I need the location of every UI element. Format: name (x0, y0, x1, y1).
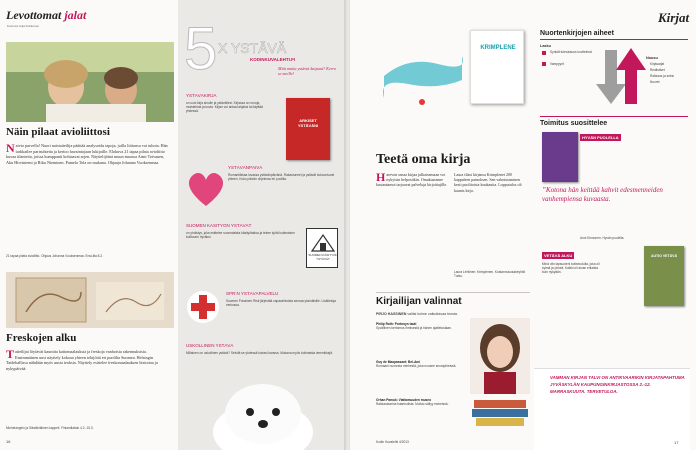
item-title-3: SUOMEN KÄSITYÖN YSTÄVÄT (186, 224, 252, 228)
fresco-photo (6, 272, 174, 328)
book-stack (470, 396, 530, 432)
item-title-4: SPR:N YSTÄVÄPALVELU (226, 292, 279, 296)
section-subheader: Koonnut Anja Kokkonen (7, 24, 40, 28)
item-text-2: Romantiikkaa luvassa ystävänpäivänä. Rakastuneet ja ystävät kokoontuvat yhteen. Koko päivän ohjelmaa eri puolilla. (228, 173, 335, 182)
event-text: VAMMAN KIRJAN TALVI ON ANTIKVAARIKIN KIRJATAPAHTUMA JYVÄSKYLÄN KAUPUNGINKIRJASTOSSA 2.-12. MARRASKUUTA. TERVETULOA. (550, 375, 685, 394)
up-item-1: Kirjasarjat (650, 62, 665, 66)
kirjailijan-book-1: Philip Roth: Portnoyn tauti Syvällinen kertomus ihmisestä ja hänen ajattelustaan. (376, 322, 452, 331)
up-item-3: Rakkaus ja seksi (650, 74, 674, 78)
up-item-4: Nuoret (650, 80, 660, 84)
divider (376, 292, 530, 293)
event-box (534, 368, 690, 450)
vieta-tag: VETÄVÄ ALKU (544, 253, 573, 258)
quote: ”Kotona hän keittää kahvit edesmenneiden vanhempiensa kuvaasta. (542, 186, 663, 203)
item-text-1: on uusi kirja sinulle ja ystävällesi. Kirjassa on runoja, muistelmia ja kuvia. Kirjan voi antaa lahjaksi tai täyttää yhdessä. (186, 101, 263, 114)
down-item-2: Vampyyrit (550, 62, 564, 66)
fabric-illustration (378, 46, 466, 116)
article1-caption: 21 tapaa pilata avioliitto. Ohjaus Johanna Vuoksenmaa. Ensi-ilta 8.2. (6, 254, 103, 258)
red-cross-icon (186, 290, 220, 324)
main-title: Teetä oma kirja (376, 152, 471, 167)
toimitus-bar (540, 116, 688, 117)
kasityo-badge (306, 228, 338, 268)
right-page-number: 17 (674, 441, 679, 445)
up-arrow-icon (616, 48, 646, 104)
chart-title-bar (540, 39, 688, 40)
book-cover-arkiset-title: ARKISET YSTÄVÄNI (297, 118, 319, 128)
down-item-1: Synkät tulevaisuus kuvitelmat (550, 50, 592, 54)
building-icon (308, 231, 338, 253)
article2-body: Taiteilijat löytävät kauniita kattomaalauksia ja freskoja vanhoista rakennuksista. Ensimmäinen uusi näyttely kokoaa yhteen tekijöitä eri puolilta Suomea. Helsingin Taidehallissa nähdään myös uusia teoksia. Näyttely esittelee freskomaalauksen historiaa ja nykypäivää. (6, 349, 158, 371)
sidebar (540, 30, 690, 450)
left-page (0, 0, 346, 450)
kirjailijan-book-3: Orhan Pamuk: Viattomuuden museo Rakkaustarina Istanbulista. Muisto säilyy esineissä. (376, 398, 449, 407)
article2-title: Freskojen alku (6, 332, 77, 344)
krimplene-cover-title: KRIMPLENE (480, 45, 516, 51)
kirjailijan-title: Kirjailijan valinnat (376, 296, 462, 307)
quote-caption: Anni Kinnunen. Hyvän puolella. (580, 236, 625, 240)
legend-up: Nousu (646, 56, 658, 60)
legend-down: Lasku (540, 44, 551, 48)
kasityo-badge-text: SUOMEN KÄSITYÖN YSTÄVÄT (308, 253, 338, 261)
main-body-col1: Harevon omaa kirjaa julkaisemaan voi nykyisin helpostikin. Omakustanne kustantamot tarjoavat palveluja kirjoittajille. (376, 172, 448, 188)
article2-caption: Michelangelo ja Sikstiiniläinen kappeli. Finlandiatalo 4.2.-15.3. (6, 426, 94, 430)
item-title-1: YSTÄVÄKIRJA (186, 94, 217, 98)
column-site: KODINKUVALEHTI.FI (250, 58, 296, 62)
down-bullet-1 (542, 51, 546, 55)
article1-title: Näin pilaat avioliittosi (6, 126, 110, 138)
vieta-text: Minä olin lapsuuteni kotiseudulla, joka oli kylmä ja pimeä. Kaikki oli aivan erilaista kuin nykyään. (542, 262, 600, 275)
column-heading: X YSTÄVÄ (218, 40, 287, 56)
item-text-3: on yhdistys, joka esittelee suomalaista käsityötaitoa ja tekee työtä kotimaisen kulttuurin hyväksi. (186, 231, 295, 240)
right-section-header: Kirjat (658, 10, 690, 25)
vieta-cover-title: AUTIO VETÄVÄ (650, 254, 678, 258)
main-body-col2: Laura tilasi kirjansa Krimplenet 200 kappaleen painoksen. Sen valmistaminen kesti puolitoista kuukautta. Lopputulos oli kaunis kirja. (454, 172, 522, 193)
toimitus-title: Toimitus suosittelee (540, 120, 608, 127)
article1-body: Naivio parvella! Nuori naistaiteilija päättää analysoida tapoja, joilla liittonsa voi tuhota. Hän tarkkailee parisuhteita ja kertoo havaintojaan lukijoille. Elokuva 21 tapaa pilata avioliitto kuvaa tilanteita, joissa kumppanit kohtaavat arjen. Näyttelijöinä muun muassa Armi Toivanen, Aku Hirviniemi ja Riku Nieminen. Pamela Tola on mukana. Ohjaaja Johanna Vuoksenmaa. (6, 143, 168, 165)
item-title-2: YSTÄVÄNPÄIVÄ (228, 166, 263, 170)
author-portrait (470, 318, 530, 394)
column-quote: Mitä muita ystäviä kaipaat? Kerro se meille! (278, 66, 336, 76)
item-text-5: Millainen on uskollinen ystävä? Selvitä se yhdessä koirasi kanssa. Mukana myös kotimaisia lemmikkejä. (186, 351, 333, 355)
vieta-cover (644, 246, 684, 306)
chart-title: Nuortenkirjojen aiheet (540, 30, 614, 37)
couple-photo (6, 42, 174, 122)
hyvan-puolella-cover (542, 132, 578, 182)
kirjailijan-book-2: Guy de Maupassant: Bel-Ami Romaani nuoresta miehestä, joka nousee seurapiireissä. (376, 360, 457, 369)
down-bullet-2 (542, 62, 546, 66)
book-cover-arkiset (286, 98, 330, 160)
item-title-5: USKOLLINEN YSTÄVÄ (186, 344, 234, 348)
left-page-number: 16 (6, 440, 11, 444)
up-item-2: Realistiset (650, 68, 665, 72)
right-footer: Kodin Kuvalehti 4/2013 (376, 440, 409, 444)
heart-icon (186, 170, 226, 208)
right-page (350, 0, 696, 450)
section-header: Levottomat jalat (6, 8, 87, 22)
krimplene-cover (470, 30, 524, 104)
toimitus-tag: HYVÄN PUOLELLA (582, 135, 619, 140)
dog-photo (198, 374, 328, 450)
main-caption: Laura Lehtinen: Krimplenen. Kustannusosakeyhtiö Turku. (454, 270, 526, 279)
kirjailijan-subtitle: PIRJO HASSINEN valitsi kolme vaikuttavaa teosta. (376, 312, 458, 316)
item-text-4: Suomen Punainen Risti järjestää vapaaehtoista seuraa yksinäisille. Lisätietoja verkossa. (226, 299, 336, 308)
friends-column (178, 0, 346, 450)
column-big-number: 5 (184, 15, 218, 82)
